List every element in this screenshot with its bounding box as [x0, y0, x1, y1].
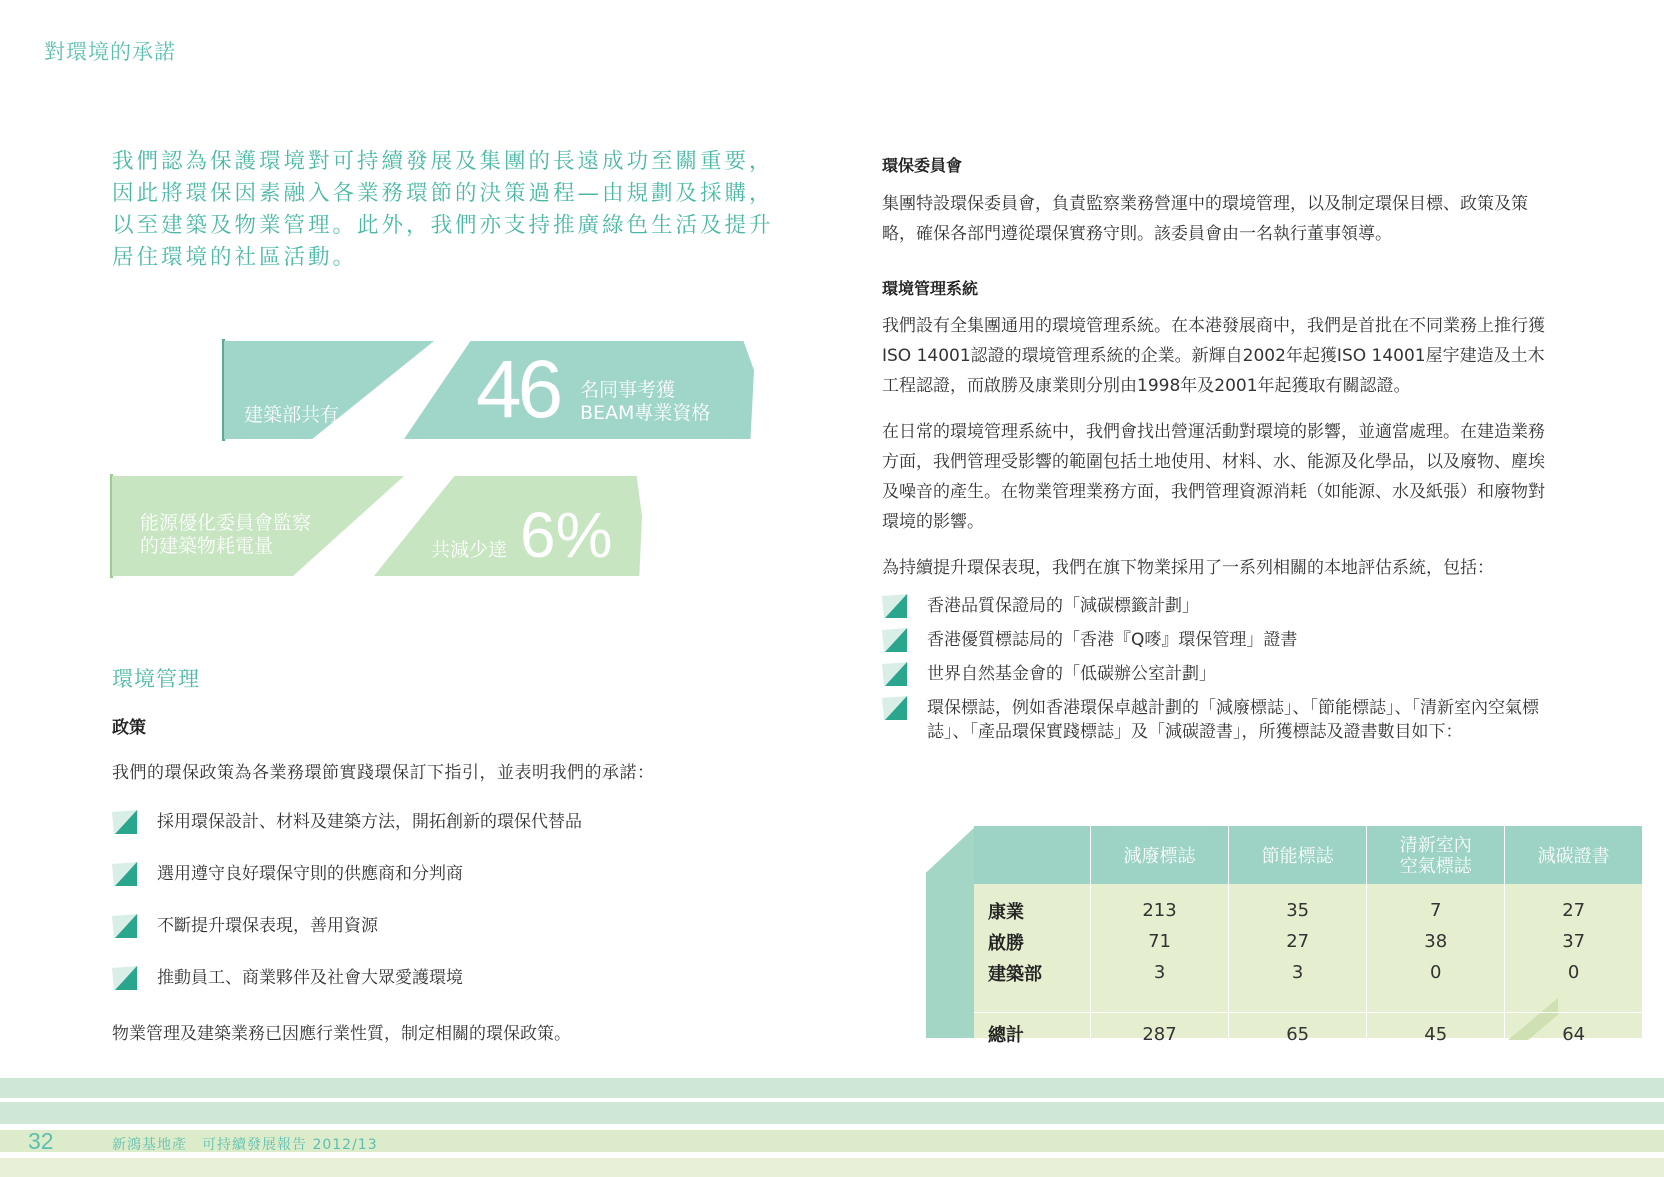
list-item-text: 世界自然基金會的「低碳辦公室計劃」 [927, 664, 1216, 684]
table-header-cell: 減廢標誌 [1091, 826, 1229, 886]
footer-stripe [0, 1078, 1664, 1098]
table-row-label: 啟勝 [988, 932, 1024, 954]
check-triangle-icon [882, 594, 908, 618]
table-row-label: 建築部 [988, 963, 1042, 985]
check-triangle-icon [882, 662, 908, 686]
footer-stripe [0, 1158, 1664, 1177]
highlight-label-line: 的建築物耗電量 [140, 535, 274, 557]
policy-outro: 物業管理及建築業務已因應行業性質，制定相關的環保政策。 [112, 1024, 571, 1044]
list-item [112, 966, 752, 1018]
table-row [974, 957, 1642, 988]
assessment-bullet-list [882, 594, 1554, 754]
list-item-text: 推動員工、商業夥伴及社會大眾愛護環境 [157, 968, 463, 988]
table-cell: 45 [1367, 1013, 1505, 1056]
table-divider-cell [1367, 988, 1505, 1013]
table-cell: 3 [1091, 957, 1229, 988]
table-divider-cell [974, 988, 1091, 1013]
list-item [882, 662, 1554, 686]
table-divider-cell [1091, 988, 1229, 1013]
policy-heading: 政策 [112, 718, 146, 738]
table-row [974, 926, 1642, 957]
table-row-label: 康業 [988, 901, 1024, 923]
table-cell: 65 [1229, 1013, 1367, 1056]
assessment-intro: 為持續提升環保表現，我們在旗下物業採用了一系列相關的本地評估系統，包括： [882, 558, 1494, 578]
table-header-row [974, 826, 1642, 886]
highlight-text [580, 379, 710, 425]
footer-stripe [0, 1102, 1664, 1124]
highlight-label-line: 能源優化委員會監察 [140, 512, 312, 534]
table-cell: 71 [1091, 926, 1229, 957]
check-triangle-icon [882, 696, 908, 720]
table-header-cell: 節能標誌 [1229, 826, 1367, 886]
highlight-number: 6% [520, 499, 613, 571]
table-cell: 27 [1505, 886, 1642, 926]
list-item-text: 香港品質保證局的「減碳標籤計劃」 [927, 596, 1199, 616]
table-divider-row [974, 988, 1642, 1013]
list-item-text: 採用環保設計、材料及建築方法，開拓創新的環保代替品 [157, 812, 582, 832]
highlight-text-line: BEAM專業資格 [580, 402, 711, 424]
table-row [974, 886, 1642, 926]
ems-paragraph: 在日常的環境管理系統中，我們會找出營運活動對環境的影響，並適當處理。在建造業務方面，我們管理受影響的範圍包括土地使用、材料、水、能源及化學品，以及廢物、塵埃及噪音的產生。在物業管理業務方面，我們管理資源消耗（如能源、水及紙張）和廢物對環境的影響。 [882, 422, 1545, 532]
table-cell: 38 [1367, 926, 1505, 957]
report-title: 新鴻基地產 可持續發展報告 2012/13 [112, 1137, 378, 1153]
list-item-text: 選用遵守良好環保守則的供應商和分判商 [157, 864, 463, 884]
table-header-cell [1367, 826, 1505, 886]
policy-intro: 我們的環保政策為各業務環節實踐環保訂下指引，並表明我們的承諾： [112, 763, 655, 783]
table-divider-cell [1505, 988, 1642, 1013]
highlight-label: 建築部共有 [244, 404, 340, 426]
list-item [112, 862, 752, 914]
table-cell: 64 [1505, 1013, 1642, 1056]
table-cell: 27 [1229, 926, 1367, 957]
intro-statement: 我們認為保護環境對可持續發展及集團的長遠成功至關重要，因此將環保因素融入各業務環節的決策過程—由規劃及採購，以至建築及物業管理。此外，我們亦支持推廣綠色生活及提升居住環境的社區活動。 [112, 149, 774, 270]
table-header-line: 空氣標誌 [1399, 856, 1472, 877]
ems-heading: 環境管理系統 [882, 279, 979, 298]
policy-bullet-list [112, 810, 752, 1018]
table-cell: 7 [1367, 886, 1505, 926]
table-row-label: 總計 [988, 1025, 1024, 1046]
list-item [112, 914, 752, 966]
table-cell: 0 [1367, 957, 1505, 988]
table-cell: 0 [1505, 957, 1642, 988]
list-item [882, 696, 1554, 744]
committee-paragraph: 集團特設環保委員會，負責監察業務營運中的環境管理，以及制定環保目標、政策及策略，確保各部門遵從環保實務守則。該委員會由一名執行董事領導。 [882, 194, 1528, 244]
list-item [882, 594, 1554, 618]
section-title: 對環境的承諾 [44, 40, 176, 64]
check-triangle-icon [112, 810, 138, 834]
committee-heading: 環保委員會 [882, 156, 963, 175]
highlight-text-line: 名同事考獲 [580, 379, 676, 401]
ems-paragraph: 我們設有全集團通用的環境管理系統。在本港發展商中，我們是首批在不同業務上推行獲ISO 14001認證的環境管理系統的企業。新輝自2002年起獲ISO 14001屋宇建造及土木工程認證，而啟勝及康業則分別由1998年及2001年起獲取有關認證。 [882, 316, 1545, 396]
check-triangle-icon [112, 862, 138, 886]
check-triangle-icon [112, 966, 138, 990]
highlight-number: 46 [476, 344, 560, 435]
list-item [112, 810, 752, 862]
list-item [882, 628, 1554, 652]
list-item-text: 不斷提升環保表現，善用資源 [157, 916, 378, 936]
table-fold [926, 826, 976, 1038]
eco-label-table [974, 826, 1642, 1055]
table-header-blank [974, 826, 1091, 886]
table-cell: 287 [1091, 1013, 1229, 1056]
table-header-line: 清新室內 [1399, 835, 1472, 856]
table-cell: 213 [1091, 886, 1229, 926]
page-number: 32 [28, 1128, 54, 1154]
table-cell: 37 [1505, 926, 1642, 957]
table-cell: 35 [1229, 886, 1367, 926]
table-header-cell: 減碳證書 [1505, 826, 1642, 886]
list-item-text: 香港優質標誌局的「香港『Q嘜』環保管理」證書 [927, 630, 1298, 650]
env-management-heading: 環境管理 [112, 667, 200, 691]
list-item-text: 環保標誌，例如香港環保卓越計劃的「減廢標誌」、「節能標誌」、「清新室內空氣標誌」、「產品環保實踐標誌」及「減碳證書」，所獲標誌及證書數目如下： [927, 698, 1539, 742]
table-cell: 3 [1229, 957, 1367, 988]
highlight-label [140, 512, 311, 558]
check-triangle-icon [882, 628, 908, 652]
table-total-row [974, 1013, 1642, 1056]
table-divider-cell [1229, 988, 1367, 1013]
highlight-prefix: 共減少達 [431, 539, 508, 561]
check-triangle-icon [112, 914, 138, 938]
